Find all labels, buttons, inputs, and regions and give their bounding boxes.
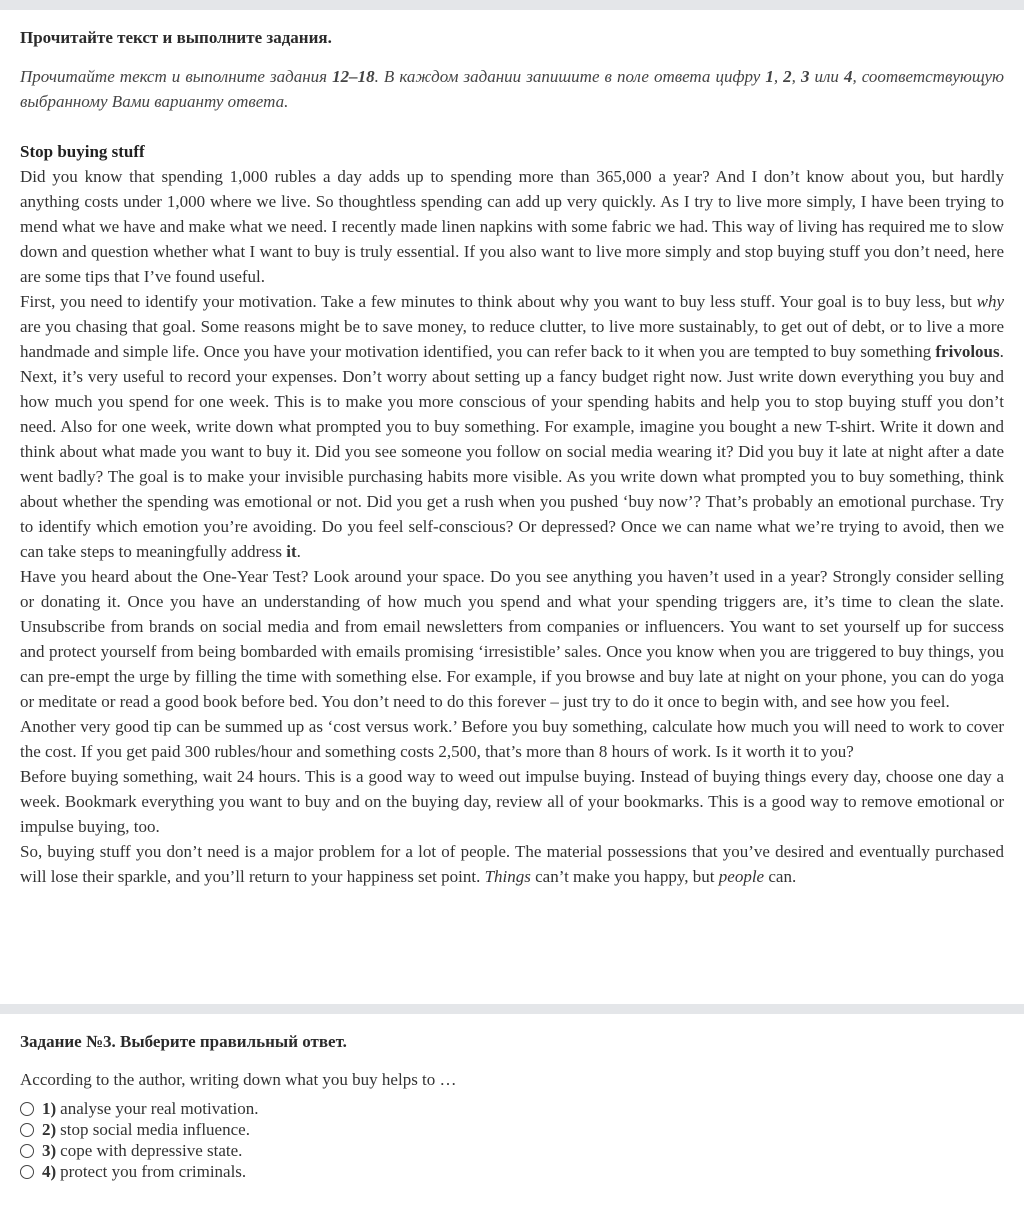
question-text: According to the author, writing down what you buy helps to … bbox=[20, 1070, 457, 1089]
option-text-2: stop social media influence. bbox=[60, 1120, 250, 1139]
article bbox=[20, 139, 1004, 889]
article-paragraph-6: Before buying something, wait 24 hours. This is a good way to weed out impulse buying. Instead of buying things every day, choose one day a week. Bookmark everything you want to buy and on the buying day, review all of your bookmarks. This is a good way to remove emotional or impulse buying, too. bbox=[20, 767, 1004, 836]
reading-heading: Прочитайте текст и выполните задания. bbox=[20, 28, 332, 47]
p2-emphasis-why: why bbox=[976, 292, 1004, 311]
task-instruction bbox=[20, 64, 1004, 114]
p7-emphasis-things: Things bbox=[484, 867, 531, 886]
instruction-n3: 3 bbox=[800, 67, 810, 86]
p2-text-b: are you chasing that goal. Some reasons might be to save money, to reduce clutter, to live more sustainably, to get out of debt, or to live a more handmade and simple life. Once you have your motivation identified, you can refer back to it when you are tempted to buy something bbox=[20, 317, 1004, 361]
article-paragraph-1: Did you know that spending 1,000 rubles a day adds up to spending more than 365,000 a year? And I don’t know about you, but hardly anything costs under 1,000 where we live. So thoughtless spending can add up very quickly. As I try to live more simply, I have been trying to mend what we have and make what we need. I recently made linen napkins with some fabric we had. This way of living has required me to slow down and question whether what I want to buy is truly essential. If you also want to live more simply and stop buying stuff you don’t need, here are some tips that I’ve found useful. bbox=[20, 167, 1004, 286]
article-paragraph-7 bbox=[20, 839, 1004, 889]
answer-options bbox=[20, 1098, 1004, 1182]
p7-text-b: can’t make you happy, but bbox=[530, 867, 719, 886]
task-heading: Задание №3. Выберите правильный ответ. bbox=[20, 1032, 347, 1051]
answer-option-1[interactable] bbox=[20, 1098, 1004, 1119]
radio-button-2[interactable] bbox=[20, 1123, 34, 1137]
answer-option-3[interactable] bbox=[20, 1140, 1004, 1161]
instruction-range: 12–18 bbox=[332, 67, 375, 86]
p3-keyword-it: it bbox=[286, 542, 297, 561]
article-paragraph-4: Have you heard about the One-Year Test? Look around your space. Do you see anything you haven’t used in a year? Strongly consider selling or donating it. Once you have an understanding of how much you spend and what your spending triggers are, it’s time to clean the slate. Unsubscribe from brands on social media and from email newsletters from companies or influencers. You want to set yourself up for success and protect yourself from being bombarded with emails promising ‘irresistible’ sales. Once you know when you are triggered to buy things, you can pre-empt the urge by filling the time with something else. For example, if you browse and buy late at night on your phone, you can do yoga or meditate or read a good book before bed. You don’t need to do this forever – just try to do it once to begin with, and see how you feel. bbox=[20, 567, 1004, 711]
instruction-sep1: , bbox=[773, 67, 784, 86]
question-section bbox=[20, 1029, 1004, 1182]
option-text-1: analyse your real motivation. bbox=[60, 1099, 259, 1118]
p2-text-c: . bbox=[999, 342, 1004, 361]
reading-section bbox=[20, 25, 1004, 889]
p7-text-a: So, buying stuff you don’t need is a major problem for a lot of people. The material possessions that you’ve desired and eventually purchased will lose their sparkle, and you’ll return to your happiness set point. bbox=[20, 842, 1004, 886]
article-paragraph-2 bbox=[20, 289, 1004, 364]
instruction-sep3: или bbox=[809, 67, 844, 86]
section-divider-band bbox=[0, 1004, 1024, 1014]
instruction-part2: . В каждом задании запишите в поле ответа цифру bbox=[374, 67, 766, 86]
instruction-sep2: , bbox=[791, 67, 801, 86]
article-title: Stop buying stuff bbox=[20, 142, 145, 161]
option-number-1: 1) bbox=[42, 1099, 57, 1118]
option-text-4: protect you from criminals. bbox=[60, 1162, 247, 1181]
option-number-3: 3) bbox=[42, 1141, 57, 1160]
article-paragraph-3 bbox=[20, 364, 1004, 564]
instruction-part1: Прочитайте текст и выполните задания bbox=[20, 67, 333, 86]
instruction-n2: 2 bbox=[783, 67, 792, 86]
top-divider-band bbox=[0, 0, 1024, 10]
p7-text-c: can. bbox=[764, 867, 797, 886]
instruction-n1: 1 bbox=[765, 67, 774, 86]
answer-option-4[interactable] bbox=[20, 1161, 1004, 1182]
p3-text-a: Next, it’s very useful to record your expenses. Don’t worry about setting up a fancy budget right now. Just write down everything you buy and how much you spend for one week. This is to make you more conscious of your spending habits and help you to stop buying stuff you don’t need. Also for one week, write down what prompted you to buy something. For example, imagine you bought a new T-shirt. Write it down and think about what made you want to buy it. Did you see someone you follow on social media wearing it? Did you buy it late at night after a date went badly? The goal is to make your invisible purchasing habits more visible. As you write down what prompted you to buy something, think about whether the spending was emotional or not. Did you get a rush when you pushed ‘buy now’? That’s probably an emotional purchase. Try to identify which emotion you’re avoiding. Do you feel self-conscious? Or depressed? Once we can name what we’re trying to avoid, then we can take steps to meaningfully address bbox=[20, 367, 1004, 561]
p2-keyword-frivolous: frivolous bbox=[935, 342, 1000, 361]
radio-button-1[interactable] bbox=[20, 1102, 34, 1116]
instruction-n4: 4 bbox=[843, 67, 853, 86]
p3-text-b: . bbox=[296, 542, 301, 561]
p2-text-a: First, you need to identify your motivation. Take a few minutes to think about why you want to buy less stuff. Your goal is to buy less, but bbox=[20, 292, 977, 311]
radio-button-3[interactable] bbox=[20, 1144, 34, 1158]
option-number-4: 4) bbox=[42, 1162, 57, 1181]
option-text-3: cope with depressive state. bbox=[60, 1141, 243, 1160]
instruction-part3: , соответствующую выбранному Вами варианту ответа. bbox=[20, 67, 1005, 111]
article-paragraph-5: Another very good tip can be summed up as ‘cost versus work.’ Before you buy something, calculate how much you will need to work to cover the cost. If you get paid 300 rubles/hour and something costs 2,500, that’s more than 8 hours of work. Is it worth it to you? bbox=[20, 717, 1004, 761]
radio-button-4[interactable] bbox=[20, 1165, 34, 1179]
p7-emphasis-people: people bbox=[718, 867, 765, 886]
option-number-2: 2) bbox=[42, 1120, 57, 1139]
answer-option-2[interactable] bbox=[20, 1119, 1004, 1140]
